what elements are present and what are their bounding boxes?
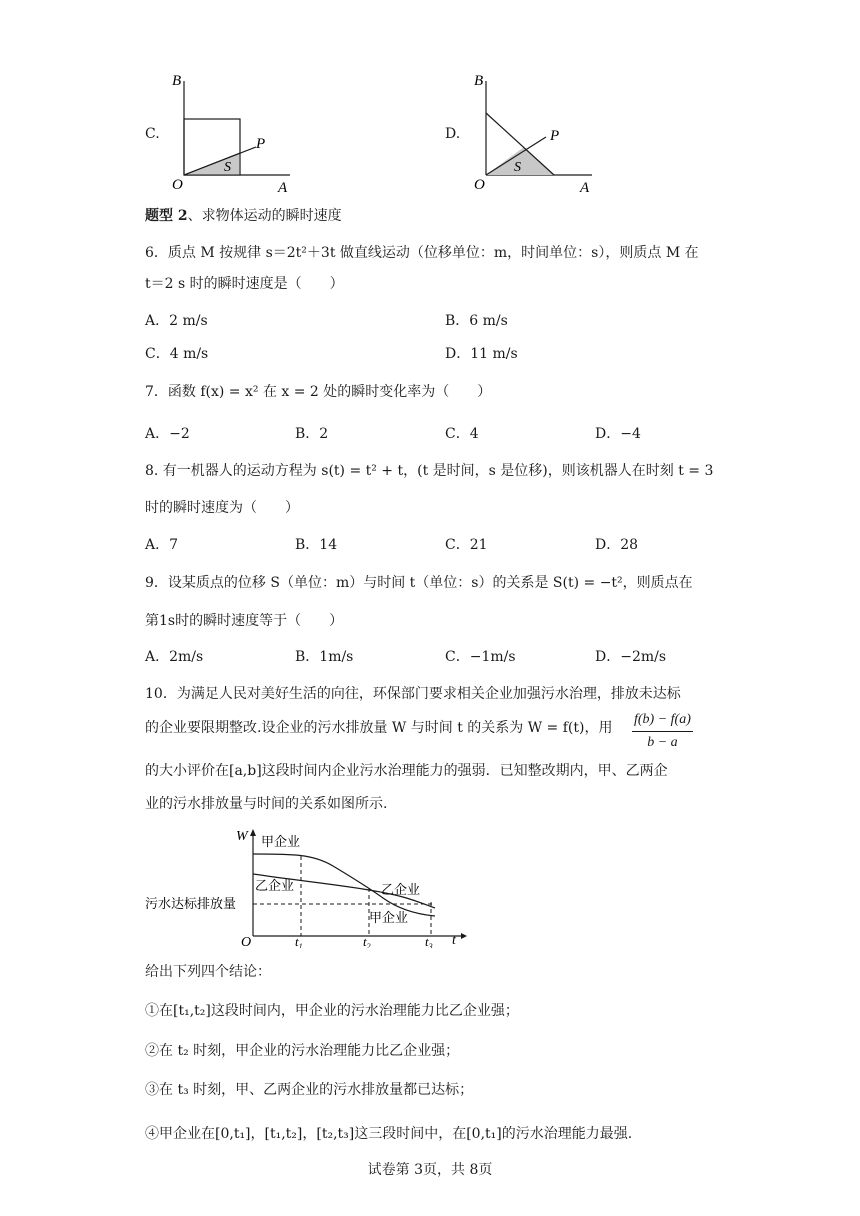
q6-option-d: D．11 m/s [445, 346, 518, 362]
q10-line2-text: 的企业要限期整改.设企业的污水排放量 W 与时间 t 的关系为 W = f(t)，用 [145, 720, 613, 736]
q9-line1: 9．设某质点的位移 S（单位：m）与时间 t（单位：s）的关系是 S(t) = −t²，则质点在 [145, 575, 693, 591]
q10-fraction [632, 709, 693, 754]
fraction-numerator: f(b) − f(a) [632, 709, 693, 732]
section-heading [145, 206, 342, 226]
section-heading-text: 、求物体运动的瞬时速度 [187, 208, 342, 224]
emission-graph [143, 826, 473, 948]
yi-label-left: 乙企业 [255, 878, 295, 893]
q8-line2: 时的瞬时速度为（ ） [145, 500, 299, 516]
region-s-label: S [224, 160, 231, 175]
q8-option-b: B．14 [295, 537, 338, 553]
conclusion-3: ③在 t₃ 时刻，甲、乙两企业的污水排放量都已达标； [145, 1082, 474, 1098]
option-c-label: C. [145, 126, 160, 142]
t3-label: $t_3$ [425, 934, 433, 948]
q7-option-c: C．4 [445, 426, 479, 442]
jia-label-top: 甲企业 [261, 834, 301, 849]
axis-b-label: B [172, 73, 182, 89]
q8-line1: 8. 有一机器人的运动方程为 s(t) = t² + t，(t 是时间，s 是位移)，则该机器人在时刻 t = 3 [145, 463, 714, 479]
conclusion-4: ④甲企业在[0,t₁]，[t₁,t₂]，[t₂,t₃]这三段时间中，在[0,t₁]的污水治理能力最强. [145, 1126, 633, 1142]
origin-label: O [474, 177, 485, 193]
w-axis-label: W [236, 829, 248, 844]
figure-c [160, 65, 300, 195]
conclusion-2: ②在 t₂ 时刻，甲企业的污水治理能力比乙企业强； [145, 1043, 460, 1059]
region-s-label: S [514, 160, 521, 175]
conclusion-1: ①在[t₁,t₂]这段时间内，甲企业的污水治理能力比乙企业强； [145, 1003, 519, 1019]
yi-label-right: 乙企业 [381, 882, 421, 897]
q10-line2 [145, 718, 612, 738]
q10-line1: 10．为满足人民对美好生活的向往，环保部门要求相关企业加强污水治理，排放未达标 [145, 686, 681, 702]
fraction-denominator: b − a [647, 735, 678, 750]
axis-a-label: A [580, 180, 590, 195]
q8-option-a: A．7 [145, 537, 179, 553]
q6-line1: 6．质点 M 按规律 s＝2t²＋3t 做直线运动（位移单位：m，时间单位：s），则质点 M 在 [145, 245, 699, 261]
origin-label: O [172, 177, 183, 193]
q9-line2: 第1s时的瞬时速度等于（ ） [145, 613, 344, 629]
q7-option-d: D．−4 [595, 426, 641, 442]
q6-line2: t＝2 s 时的瞬时速度是（ ） [145, 276, 344, 292]
q7-option-b: B．2 [295, 426, 329, 442]
axis-b-label: B [474, 73, 484, 89]
page-footer: 试卷第 3页，共 8页 [367, 1162, 493, 1178]
axis-a-label: A [278, 180, 288, 195]
q9-option-d: D．−2m/s [595, 649, 667, 665]
q10-line3: 的大小评价在[a,b]这段时间内企业污水治理能力的强弱．已知整改期内，甲、乙两企 [145, 763, 668, 779]
standard-label: 污水达标排放量 [145, 896, 237, 911]
q7-stem: 7．函数 f(x) = x² 在 x = 2 处的瞬时变化率为（ ） [145, 384, 492, 400]
origin-label: O [241, 935, 252, 948]
q10-line4: 业的污水排放量与时间的关系如图所示. [145, 796, 388, 812]
option-d-label: D. [445, 126, 461, 142]
figure-d [462, 65, 602, 195]
q9-option-a: A．2m/s [145, 649, 204, 665]
q9-option-b: B．1m/s [295, 649, 354, 665]
t-axis-label: t [452, 933, 456, 948]
q6-option-a: A．2 m/s [145, 313, 208, 329]
q6-option-b: B．6 m/s [445, 313, 508, 329]
t2-label: $t_2$ [363, 934, 371, 948]
q6-option-c: C．4 m/s [145, 346, 209, 362]
q8-option-d: D．28 [595, 537, 639, 553]
q7-option-a: A．−2 [145, 426, 190, 442]
point-p-label: P [256, 136, 266, 152]
point-p-label: P [550, 128, 560, 144]
section-heading-bold: 题型 2 [145, 208, 188, 224]
conclusions-intro: 给出下列四个结论： [145, 964, 271, 980]
t1-label: $t_1$ [295, 934, 303, 948]
q8-option-c: C．21 [445, 537, 488, 553]
q9-option-c: C．−1m/s [445, 649, 516, 665]
jia-label-bottom: 甲企业 [369, 910, 409, 925]
